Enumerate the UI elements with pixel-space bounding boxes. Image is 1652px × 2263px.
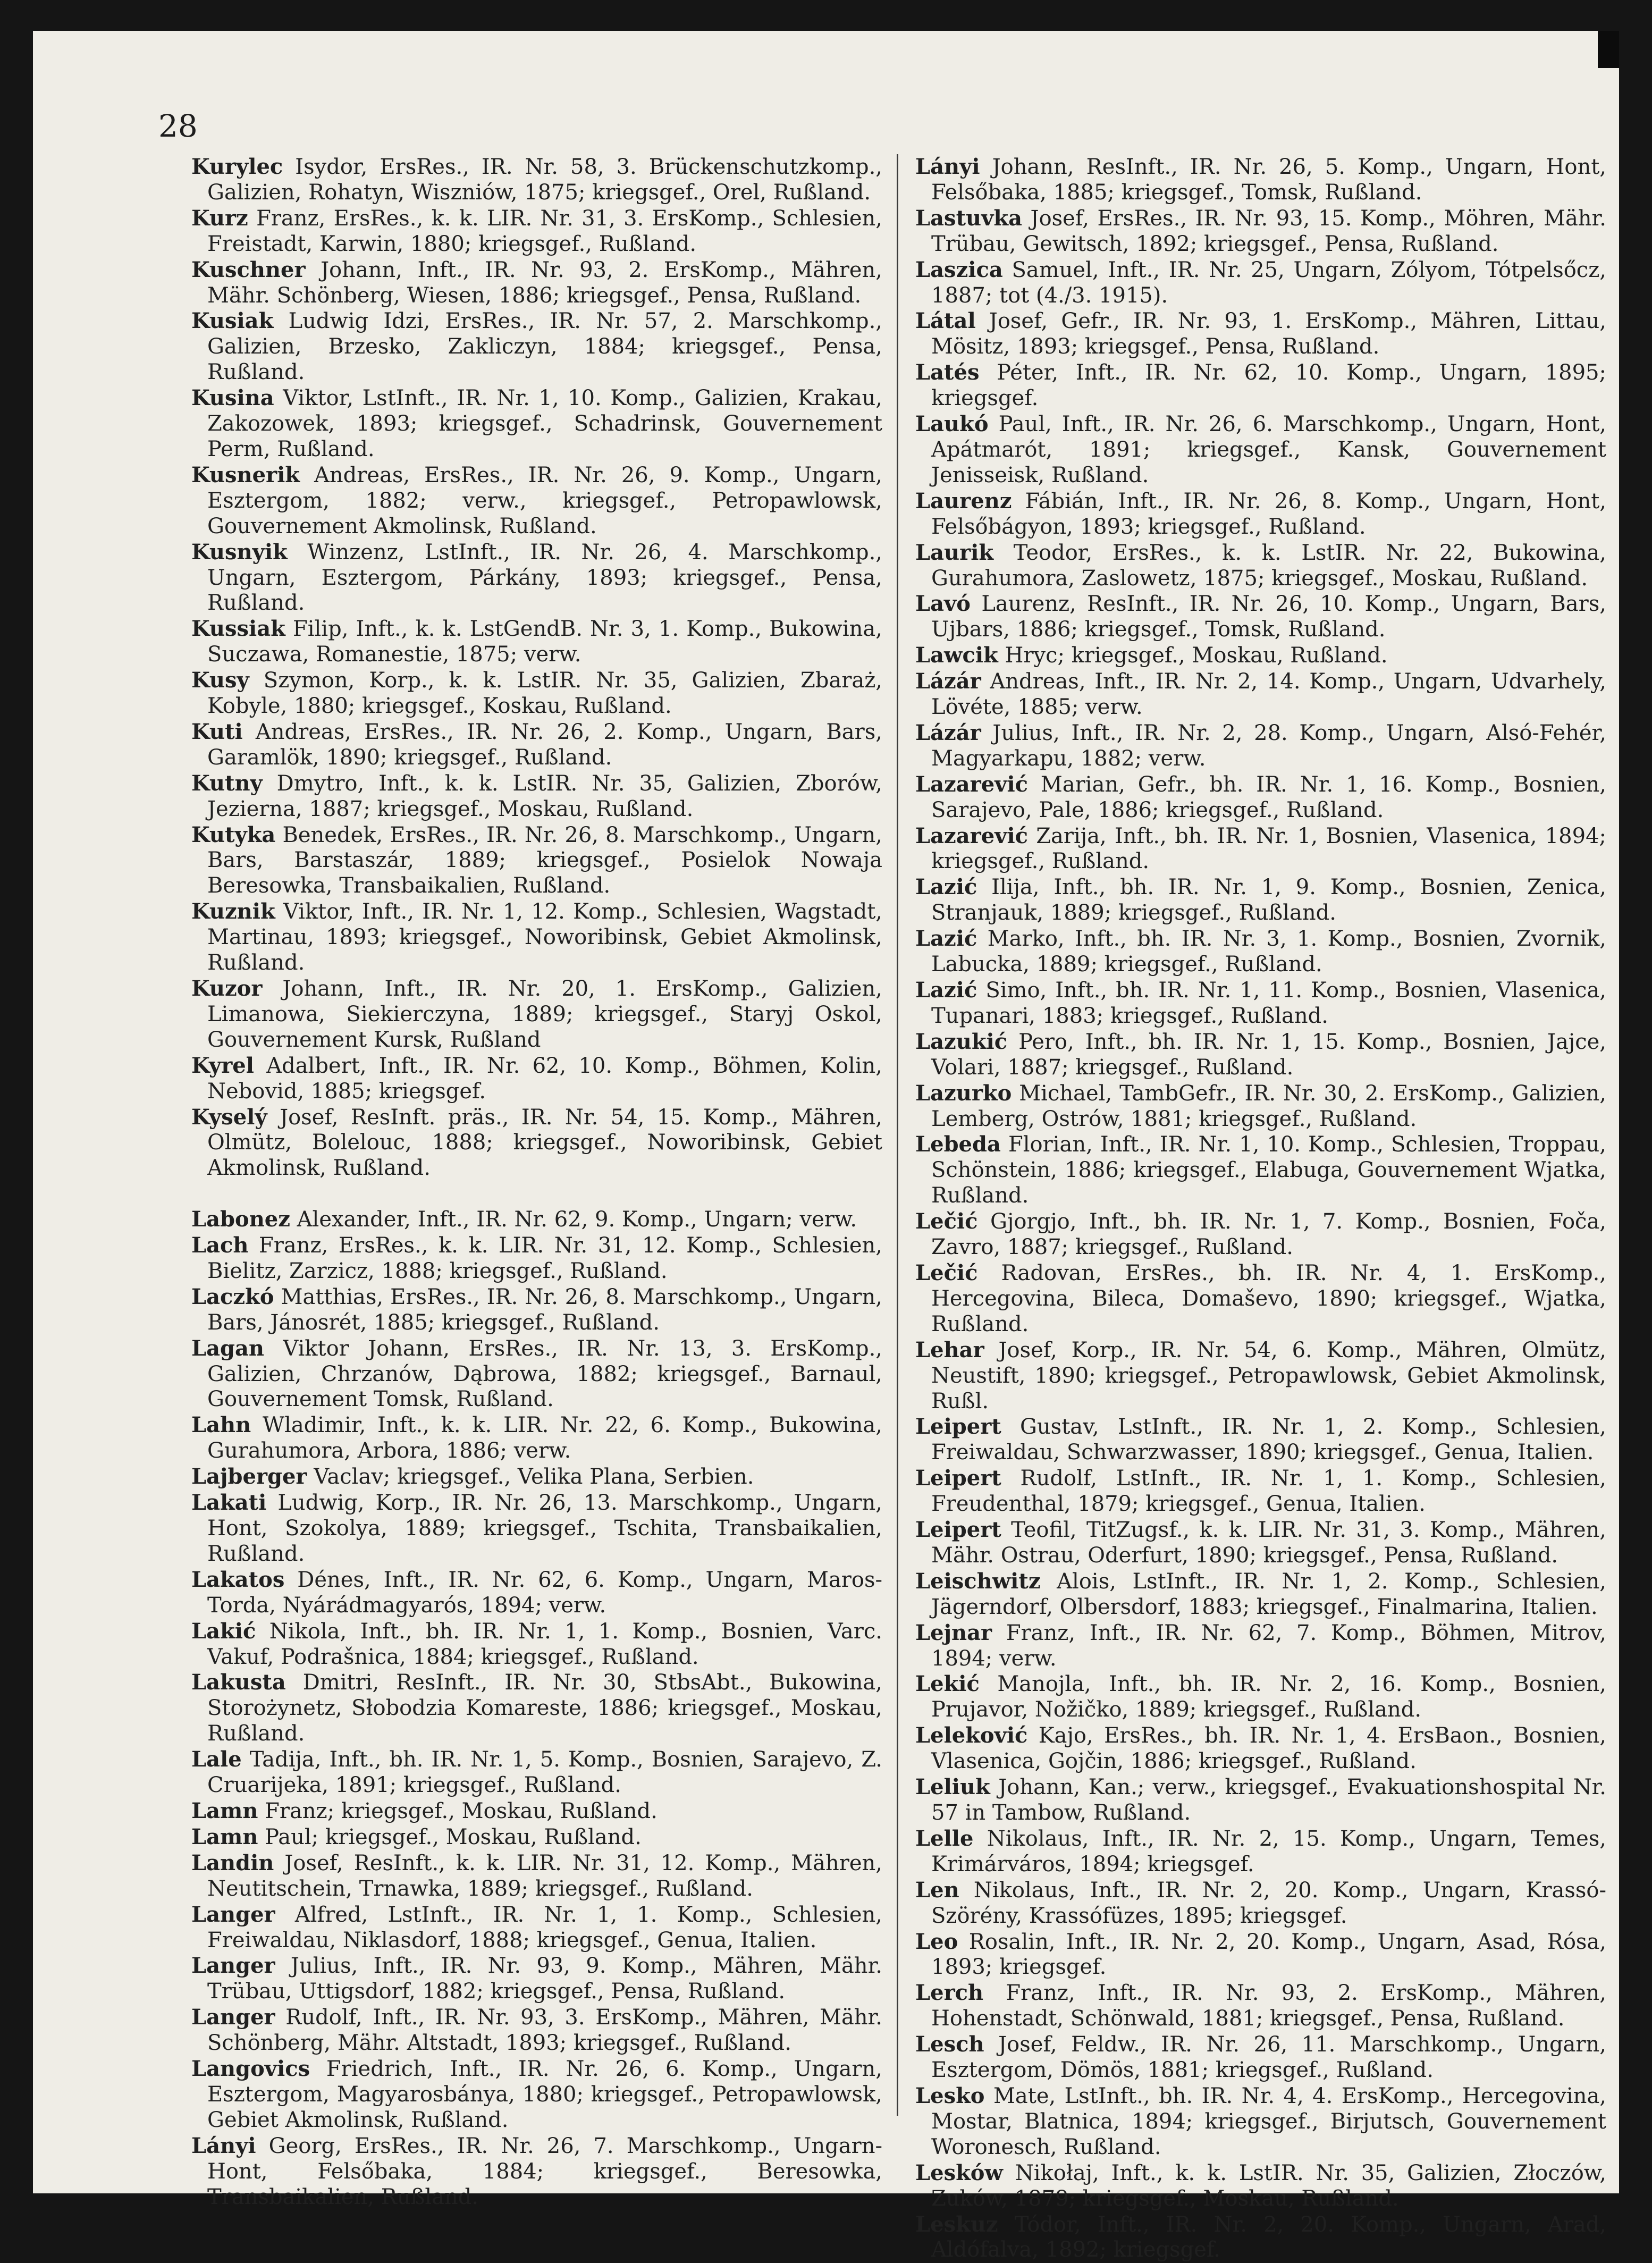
entry-details: Franz, Inft., IR. Nr. 62, 7. Komp., Böhmen, Mitrov, 1894; verw. [931,1621,1606,1671]
entry-surname: Kuschner [191,257,306,282]
register-entry [915,1723,1606,1774]
entry-surname: Kusy [191,668,249,693]
entry-surname: Lale [191,1747,242,1772]
entry-surname: Lazić [915,926,977,951]
entry-details: Fábián, Inft., IR. Nr. 26, 8. Komp., Ungarn, Hont, Felsőbágyon, 1893; kriegsgef., Rußland. [931,489,1606,539]
entry-details: Wladimir, Inft., k. k. LIR. Nr. 22, 6. Komp., Bukowina, Gurahumora, Arbora, 1886; verw. [207,1413,882,1463]
entry-surname: Lečić [915,1260,977,1285]
register-entry [915,1671,1606,1723]
entry-details: Florian, Inft., IR. Nr. 1, 10. Komp., Schlesien, Troppau, Schönstein, 1886; kriegsgef., Elabuga, Gouvernement Wjatka, Rußland. [931,1132,1606,1208]
entry-details: Josef, ErsRes., IR. Nr. 93, 15. Komp., Möhren, Mähr. Trübau, Gewitsch, 1892; kriegsgef., Pensa, Rußland. [931,206,1606,256]
entry-surname: Leischwitz [915,1569,1041,1594]
entry-details: Samuel, Inft., IR. Nr. 25, Ungarn, Zólyom, Tótpelsőcz, 1887; tot (4./3. 1915). [931,258,1606,308]
register-entry [915,2032,1606,2083]
entry-surname: Lazukić [915,1029,1007,1054]
left-column [191,154,882,2210]
entry-surname: Kuzor [191,976,262,1001]
entry-details: Georg, ErsRes., IR. Nr. 26, 7. Marschkomp., Ungarn-Hont, Felsőbaka, 1884; kriegsgef., Beresowka, Transbaikalien, Rußland. [207,2134,882,2209]
entry-surname: Kuti [191,719,243,744]
register-entry [191,540,882,617]
register-entry [191,462,882,540]
register-entry [915,978,1606,1029]
entry-surname: Kusnyik [191,540,288,565]
entry-surname: Lejnar [915,1620,992,1645]
entry-surname: Látal [915,308,976,333]
register-entry [915,154,1606,206]
entry-details: Franz, ErsRes., k. k. LIR. Nr. 31, 12. Komp., Schlesien, Bielitz, Zarzicz, 1888; kriegsgef., Rußland. [207,1233,882,1283]
entry-details: Filip, Inft., k. k. LstGendB. Nr. 3, 1. Komp., Bukowina, Suczawa, Romanestie, 1875; verw. [207,617,882,667]
entry-details: Ludwig, Korp., IR. Nr. 26, 13. Marschkomp., Ungarn, Hont, Szokolya, 1889; kriegsgef., Tschita, Transbaikalien, Rußland. [207,1491,882,1566]
register-entry [915,1929,1606,1981]
register-entry [915,926,1606,978]
entry-details: Teofil, TitZugsf., k. k. LIR. Nr. 31, 3. Komp., Mähren, Mähr. Ostrau, Oderfurt, 1890; kriegsgef., Pensa, Rußland. [931,1518,1606,1568]
register-entry [915,360,1606,411]
register-entry [191,308,882,385]
register-entry [191,1953,882,2005]
entry-details: Ludwig Idzi, ErsRes., IR. Nr. 57, 2. Marschkomp., Galizien, Brzesko, Zakliczyn, 1884; kriegsgef., Pensa, Rußland. [207,309,882,384]
entry-surname: Kurz [191,206,248,231]
entry-details: Alfred, LstInft., IR. Nr. 1, 1. Komp., Schlesien, Freiwaldau, Niklasdorf, 1888; kriegsgef., Genua, Italien. [207,1903,882,1953]
register-entry [191,719,882,771]
page-number: 28 [158,111,198,141]
entry-details: Alexander, Inft., IR. Nr. 62, 9. Komp., Ungarn; verw. [297,1207,857,1232]
register-entry [915,1517,1606,1569]
register-entry [915,1774,1606,1826]
entry-details: Rudolf, LstInft., IR. Nr. 1, 1. Komp., Schlesien, Freudenthal, 1879; kriegsgef., Genua, Italien. [931,1466,1606,1516]
register-entry [191,1464,882,1490]
register-entry [191,2056,882,2133]
entry-details: Nikola, Inft., bh. IR. Nr. 1, 1. Komp., Bosnien, Varc. Vakuf, Podrašnica, 1884; kriegsgef., Rußland. [207,1619,882,1669]
entry-details: Friedrich, Inft., IR. Nr. 26, 6. Komp., Ungarn, Esztergom, Magyarosbánya, 1880; kriegsgef., Petropawlowsk, Gebiet Akmolinsk, Rußland. [207,2057,882,2132]
entry-details: Pero, Inft., bh. IR. Nr. 1, 15. Komp., Bosnien, Jajce, Volari, 1887; kriegsgef., Rußland. [931,1030,1606,1080]
register-entry [191,976,882,1053]
entry-surname: Lazarević [915,823,1028,848]
register-entry [915,643,1606,669]
entry-surname: Lakatos [191,1567,284,1592]
register-entry [915,1081,1606,1132]
register-entry [915,1209,1606,1260]
register-entry [191,2133,882,2210]
scan-edge-mark [1598,31,1619,68]
entry-surname: Lazić [915,874,977,899]
register-entry [191,154,882,206]
entry-details: Franz; kriegsgef., Moskau, Rußland. [265,1799,658,1823]
register-entry [191,1619,882,1670]
register-entry [915,308,1606,360]
entry-details: Paul; kriegsgef., Moskau, Rußland. [265,1825,642,1849]
register-entry [191,771,882,822]
entry-details: Viktor Johann, ErsRes., IR. Nr. 13, 3. ErsKomp., Galizien, Chrzanów, Dąbrowa, 1882; kriegsgef., Barnaul, Gouvernement Tomsk, Rußland. [207,1336,882,1412]
register-entry [915,1826,1606,1878]
entry-surname: Lamn [191,1824,258,1849]
entry-surname: Lesch [915,2032,984,2057]
entry-surname: Lastuvka [915,206,1022,231]
entry-details: Josef, Feldw., IR. Nr. 26, 11. Marschkomp., Ungarn, Esztergom, Dömös, 1881; kriegsgef., Rußland. [931,2032,1606,2082]
entry-details: Ilija, Inft., bh. IR. Nr. 1, 9. Komp., Bosnien, Zenica, Stranjauk, 1889; kriegsgef., Rußland. [931,875,1606,925]
register-entry [191,1490,882,1567]
entry-surname: Kutny [191,771,263,796]
entry-surname: Langer [191,2005,275,2030]
register-entry [915,2212,1606,2263]
entry-surname: Lerch [915,1980,983,2005]
entry-details: Mate, LstInft., bh. IR. Nr. 4, 4. ErsKomp., Hercegovina, Mostar, Blatnica, 1894; kriegsgef., Birjutsch, Gouvernement Woronesch, Rußland. [931,2084,1606,2159]
entry-surname: Len [915,1878,959,1903]
entry-surname: Lázár [915,669,981,694]
entry-details: Adalbert, Inft., IR. Nr. 62, 10. Komp., Böhmen, Kolin, Nebovid, 1885; kriegsgef. [207,1054,882,1104]
entry-details: Andreas, ErsRes., IR. Nr. 26, 2. Komp., Ungarn, Bars, Garamlök, 1890; kriegsgef., Rußland. [207,720,882,770]
entry-details: Zarija, Inft., bh. IR. Nr. 1, Bosnien, Vlasenica, 1894; kriegsgef., Rußland. [931,824,1606,874]
entry-surname: Lečić [915,1209,977,1234]
entry-details: Isydor, ErsRes., IR. Nr. 58, 3. Brückenschutzkomp., Galizien, Rohatyn, Wiszniów, 1875; kriegsgef., Orel, Rußland. [207,155,882,205]
entry-surname: Leleković [915,1723,1027,1748]
entry-details: Johann, Kan.; verw., kriegsgef., Evakuationshospital Nr. 57 in Tambow, Rußland. [931,1775,1606,1825]
entry-surname: Laurenz [915,489,1012,514]
entry-details: Josef, Gefr., IR. Nr. 93, 1. ErsKomp., Mähren, Littau, Mösitz, 1893; kriegsgef., Pensa, Rußland. [931,309,1606,359]
register-entry [191,1053,882,1105]
entry-details: Viktor, Inft., IR. Nr. 1, 12. Komp., Schlesien, Wagstadt, Martinau, 1893; kriegsgef., Noworibinsk, Gebiet Akmolinsk, Rußland. [207,899,882,975]
entry-surname: Kusina [191,385,274,410]
entry-surname: Lesko [915,2083,985,2108]
register-entry [915,2160,1606,2212]
entry-details: Andreas, Inft., IR. Nr. 2, 14. Komp., Ungarn, Udvarhely, Lövéte, 1885; verw. [931,669,1606,719]
entry-details: Marian, Gefr., bh. IR. Nr. 1, 16. Komp., Bosnien, Sarajevo, Pale, 1886; kriegsgef., Rußland. [931,772,1606,822]
register-entry [915,540,1606,592]
right-column [915,154,1606,2263]
entry-surname: Langer [191,1953,275,1978]
entry-details: Teodor, ErsRes., k. k. LstIR. Nr. 22, Bukowina, Gurahumora, Zaslowetz, 1875; kriegsgef., Moskau, Rußland. [931,541,1606,591]
entry-details: Josef, Korp., IR. Nr. 54, 6. Komp., Mähren, Olmütz, Neustift, 1890; kriegsgef., Petropawlowsk, Gebiet Akmolinsk, Rußl. [931,1338,1606,1414]
entry-surname: Laczkó [191,1284,274,1309]
entry-details: Manojla, Inft., bh. IR. Nr. 2, 16. Komp., Bosnien, Prujavor, Nožičko, 1889; kriegsgef., Rußland. [931,1672,1606,1722]
register-entry [191,1207,882,1233]
entry-surname: Lawcik [915,643,998,668]
entry-surname: Labonez [191,1207,290,1232]
register-entry [915,1414,1606,1466]
entry-details: Julius, Inft., IR. Nr. 93, 9. Komp., Mähren, Mähr. Trübau, Uttigsdorf, 1882; kriegsgef., Pensa, Rußland. [207,1954,882,2004]
column-divider [897,154,898,2116]
register-entry [915,206,1606,257]
register-entry [191,1747,882,1798]
entry-surname: Kusnerik [191,462,300,487]
entry-surname: Lázár [915,720,981,745]
entry-surname: Lebeda [915,1132,1001,1157]
entry-details: Tódor, Inft., IR. Nr. 2, 20. Komp., Ungarn, Arad, Aldófalva, 1892; kriegsgef. [931,2212,1606,2262]
entry-surname: Lelle [915,1826,973,1851]
register-entry [915,2083,1606,2160]
register-entry [191,616,882,668]
entry-details: Nikolaus, Inft., IR. Nr. 2, 20. Komp., Ungarn, Krassó-Szörény, Krassófüzes, 1895; kriegsgef. [931,1878,1606,1928]
register-entry [915,1980,1606,2032]
entry-surname: Lekić [915,1671,980,1696]
register-entry [915,1029,1606,1081]
entry-surname: Lehar [915,1337,984,1362]
entry-surname: Kussiak [191,616,285,641]
entry-surname: Kutyka [191,822,275,847]
entry-surname: Lahn [191,1412,251,1437]
entry-surname: Lányi [191,2133,256,2158]
entry-details: Kajo, ErsRes., bh. IR. Nr. 1, 4. ErsBaon., Bosnien, Vlasenica, Gojčin, 1886; kriegsgef., Rußland. [931,1723,1606,1773]
entry-surname: Latés [915,360,980,385]
entry-details: Hryc; kriegsgef., Moskau, Rußland. [1005,643,1387,668]
register-entry [191,385,882,462]
entry-details: Josef, ResInft., k. k. LIR. Nr. 31, 12. Komp., Mähren, Neutitschein, Trnawka, 1889; kriegsgef., Rußland. [207,1851,882,1901]
entry-details: Marko, Inft., bh. IR. Nr. 3, 1. Komp., Bosnien, Zvornik, Labucka, 1889; kriegsgef., Rußland. [931,927,1606,977]
register-entry [191,2005,882,2056]
entry-details: Dénes, Inft., IR. Nr. 62, 6. Komp., Ungarn, Maros-Torda, Nyárádmagyarós, 1894; verw. [207,1568,882,1618]
register-entry [915,489,1606,540]
register-entry [915,720,1606,772]
register-entry [191,1670,882,1747]
register-entry [915,1337,1606,1415]
register-entry [191,668,882,719]
entry-surname: Leipert [915,1466,1001,1491]
entry-surname: Kyselý [191,1105,267,1130]
register-entry [191,899,882,976]
entry-surname: Leipert [915,1517,1001,1542]
entry-details: Johann, Inft., IR. Nr. 93, 2. ErsKomp., Mähren, Mähr. Schönberg, Wiesen, 1886; kriegsgef., Pensa, Rußland. [207,258,882,308]
register-entry [191,206,882,257]
entry-surname: Kuznik [191,899,275,924]
entry-details: Paul, Inft., IR. Nr. 26, 6. Marschkomp., Ungarn, Hont, Apátmarót, 1891; kriegsgef., Kansk, Gouvernement Jenisseisk, Rußland. [931,412,1606,487]
register-entry [191,1824,882,1850]
entry-details: Johann, ResInft., IR. Nr. 26, 5. Komp., Ungarn, Hont, Felsőbaka, 1885; kriegsgef., Tomsk, Rußland. [931,155,1606,205]
entry-surname: Lazurko [915,1081,1012,1106]
register-entry [915,1132,1606,1209]
entry-surname: Lakusta [191,1670,286,1695]
register-entry [191,1850,882,1902]
entry-details: Radovan, ErsRes., bh. IR. Nr. 4, 1. ErsKomp., Hercegovina, Bileca, Domaševo, 1890; kriegsgef., Wjatka, Rußland. [931,1261,1606,1336]
entry-details: Michael, TambGefr., IR. Nr. 30, 2. ErsKomp., Galizien, Lemberg, Ostrów, 1881; kriegsgef., Rußland. [931,1081,1606,1131]
entry-surname: Leliuk [915,1774,990,1799]
register-entry [915,1260,1606,1337]
register-entry [915,874,1606,926]
register-entry [915,1466,1606,1517]
entry-surname: Leskuz [915,2212,998,2237]
entry-surname: Lavó [915,591,971,616]
entry-surname: Lach [191,1233,248,1258]
register-entry [915,669,1606,720]
entry-details: Andreas, ErsRes., IR. Nr. 26, 9. Komp., Ungarn, Esztergom, 1882; verw., kriegsgef., Petropawlowsk, Gouvernement Akmolinsk, Rußland. [207,463,882,539]
register-entry [191,1902,882,1954]
entry-surname: Lazić [915,978,977,1003]
register-entry [191,1567,882,1619]
entry-surname: Langovics [191,2056,310,2081]
entry-surname: Lajberger [191,1464,307,1489]
entry-surname: Laukó [915,411,989,436]
entry-surname: Lamn [191,1798,258,1823]
register-entry [191,1412,882,1464]
entry-details: Dmytro, Inft., k. k. LstIR. Nr. 35, Galizien, Zborów, Jezierna, 1887; kriegsgef., Moskau, Rußland. [207,771,882,821]
entry-surname: Lesków [915,2160,1003,2185]
register-entry [915,411,1606,489]
entry-details: Vaclav; kriegsgef., Velika Plana, Serbien. [314,1465,754,1489]
entry-details: Winzenz, LstInft., IR. Nr. 26, 4. Marschkomp., Ungarn, Esztergom, Párkány, 1893; kriegsgef., Pensa, Rußland. [207,540,882,616]
entry-surname: Leipert [915,1414,1001,1439]
entry-surname: Laszica [915,257,1003,282]
page-sheet [33,31,1619,2193]
entry-surname: Kyrel [191,1053,254,1078]
entry-details: Péter, Inft., IR. Nr. 62, 10. Komp., Ungarn, 1895; kriegsgef. [931,360,1606,410]
entry-details: Franz, Inft., IR. Nr. 93, 2. ErsKomp., Mähren, Hohenstadt, Schönwald, 1881; kriegsgef., Pensa, Rußland. [931,1981,1606,2031]
register-entry [915,772,1606,823]
entry-details: Tadija, Inft., bh. IR. Nr. 1, 5. Komp., Bosnien, Sarajevo, Z. Cruarijeka, 1891; kriegsgef., Rußland. [207,1747,882,1797]
register-entry [191,257,882,309]
register-entry [915,1878,1606,1929]
entry-details: Simo, Inft., bh. IR. Nr. 1, 11. Komp., Bosnien, Vlasenica, Tupanari, 1883; kriegsgef., Rußland. [931,978,1606,1028]
register-entry [915,1620,1606,1672]
register-entry [191,822,882,899]
entry-surname: Lányi [915,154,980,179]
register-entry [915,257,1606,309]
entry-details: Gustav, LstInft., IR. Nr. 1, 2. Komp., Schlesien, Freiwaldau, Schwarzwasser, 1890; kriegsgef., Genua, Italien. [931,1415,1606,1465]
register-entry [915,1569,1606,1620]
register-entry [915,823,1606,875]
entry-surname: Lakić [191,1619,256,1644]
entry-details: Szymon, Korp., k. k. LstIR. Nr. 35, Galizien, Zbaraż, Kobyle, 1880; kriegsgef., Koskau, Rußland. [207,668,882,718]
register-entry [191,1105,882,1182]
entry-surname: Laurik [915,540,993,565]
entry-details: Gjorgjo, Inft., bh. IR. Nr. 1, 7. Komp., Bosnien, Foča, Zavro, 1887; kriegsgef., Rußland. [931,1209,1606,1259]
entry-details: Nikolaus, Inft., IR. Nr. 2, 15. Komp., Ungarn, Temes, Krimárváros, 1894; kriegsgef. [931,1827,1606,1877]
entry-details: Julius, Inft., IR. Nr. 2, 28. Komp., Ungarn, Alsó-Fehér, Magyarkapu, 1882; verw. [931,721,1606,771]
entry-details: Nikołaj, Inft., k. k. LstIR. Nr. 35, Galizien, Złoczów, Zuków, 1879; kriegsgef., Moskau, Rußland. [931,2161,1606,2211]
entry-details: Matthias, ErsRes., IR. Nr. 26, 8. Marschkomp., Ungarn, Bars, Jánosrét, 1885; kriegsgef., Rußland. [207,1285,882,1335]
register-entry [191,1336,882,1413]
entry-details: Rudolf, Inft., IR. Nr. 93, 3. ErsKomp., Mähren, Mähr. Schönberg, Mähr. Altstadt, 1893; kriegsgef., Rußland. [207,2005,882,2055]
register-entry [191,1798,882,1824]
entry-details: Dmitri, ResInft., IR. Nr. 30, StbsAbt., Bukowina, Storożynetz, Słobodzia Komareste, 1886; kriegsgef., Moskau, Rußland. [207,1670,882,1746]
register-entry [915,591,1606,643]
entry-surname: Langer [191,1902,275,1927]
entry-details: Alois, LstInft., IR. Nr. 1, 2. Komp., Schlesien, Jägerndorf, Olbersdorf, 1883; kriegsgef., Finalmarina, Italien. [931,1569,1606,1619]
entry-details: Benedek, ErsRes., IR. Nr. 26, 8. Marschkomp., Ungarn, Bars, Barstaszár, 1889; kriegsgef., Posielok Nowaja Beresowka, Transbaikalien, Rußland. [207,823,882,898]
register-entry [191,1284,882,1336]
entry-surname: Lakati [191,1490,266,1515]
entry-details: Franz, ErsRes., k. k. LIR. Nr. 31, 3. ErsKomp., Schlesien, Freistadt, Karwin, 1880; kriegsgef., Rußland. [207,206,882,256]
entry-details: Johann, Inft., IR. Nr. 20, 1. ErsKomp., Galizien, Limanowa, Siekierczyna, 1889; kriegsgef., Staryj Oskol, Gouvernement Kursk, Rußland [207,977,882,1052]
entry-surname: Lazarević [915,772,1028,797]
entry-surname: Kurylec [191,154,283,179]
entry-surname: Landin [191,1850,274,1875]
entry-details: Rosalin, Inft., IR. Nr. 2, 20. Komp., Ungarn, Asad, Rósa, 1893; kriegsgef. [931,1930,1606,1980]
entry-surname: Lagan [191,1336,264,1361]
entry-details: Viktor, LstInft., IR. Nr. 1, 10. Komp., Galizien, Krakau, Zakozowek, 1893; kriegsgef., Schadrinsk, Gouvernement Perm, Rußland. [207,386,882,461]
entry-details: Josef, ResInft. präs., IR. Nr. 54, 15. Komp., Mähren, Olmütz, Bolelouc, 1888; kriegsgef., Noworibinsk, Gebiet Akmolinsk, Rußland. [207,1105,882,1181]
entry-details: Laurenz, ResInft., IR. Nr. 26, 10. Komp., Ungarn, Bars, Ujbars, 1886; kriegsgef., Tomsk, Rußland. [931,592,1606,642]
register-entry [191,1233,882,1284]
entry-surname: Leo [915,1929,958,1954]
entry-surname: Kusiak [191,308,273,333]
